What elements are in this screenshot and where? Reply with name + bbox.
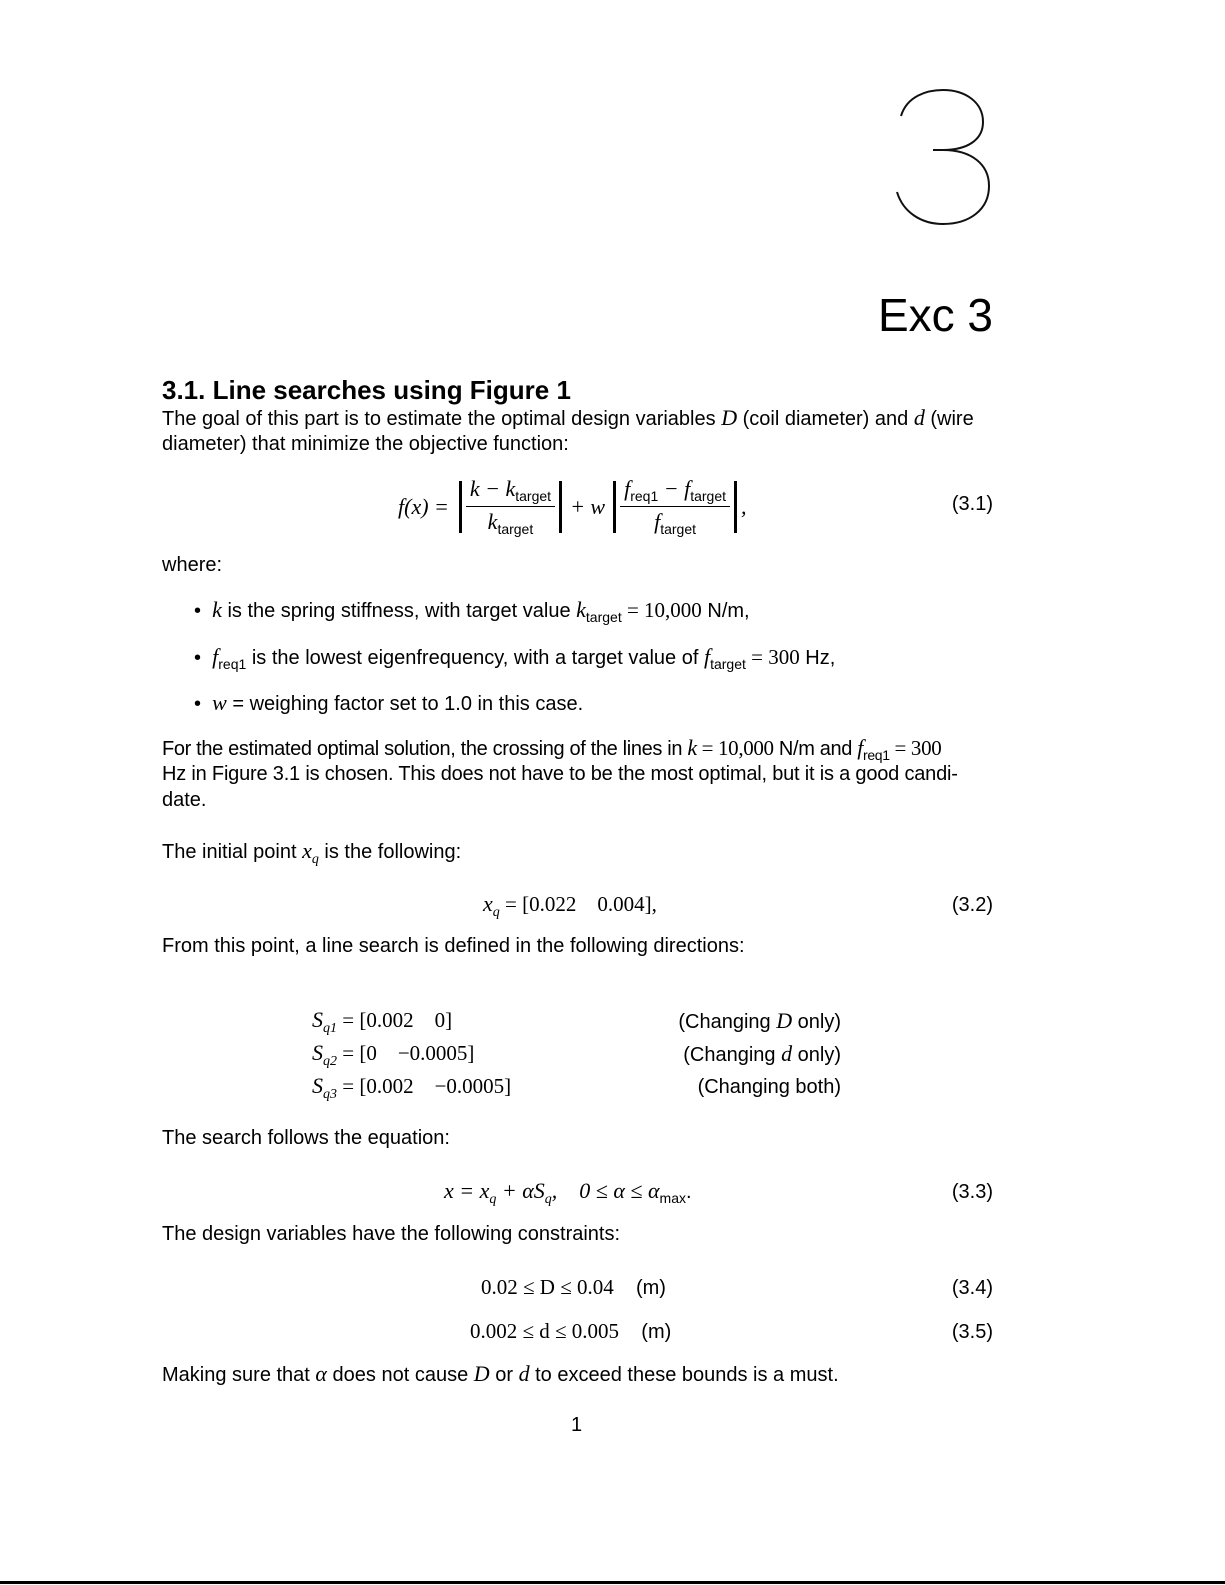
bottom-border [0,1581,1225,1584]
direction-note-2: (Changing d only) [683,1041,841,1066]
chapter-number [893,88,993,228]
bullet-icon: • [194,600,213,622]
closing-sentence: Making sure that α does not cause D or d to exceed these bounds is a must. [162,1361,839,1386]
abs-bar [559,481,562,533]
chapter-number-glyph [893,88,993,228]
chapter-title: Exc 3 [877,289,993,341]
bullet-item-3: • w = weighing factor set to 1.0 in this case. [194,690,584,715]
search-intro: The search follows the equation: [162,1127,450,1149]
equation-number-3-4: (3.4) [951,1277,993,1299]
fraction-f: $\frac{f_{req1} - f_{target}}{f_{target}}$ [620,476,730,537]
abs-bar [459,481,462,533]
equation-3-1: f(x) = $\frac{k - k_{target}}{k_{target}}$ + w $\frac{f_{req1} - f_{target}}{f_{target}}$ , [398,476,747,537]
para2-line-3: date. [162,789,207,811]
equation-number-3-5: (3.5) [951,1321,993,1343]
abs-bar [734,481,737,533]
direction-note-1: (Changing D only) [678,1008,841,1033]
equation-number-3-3: (3.3) [951,1181,993,1203]
bullet-icon: • [194,693,213,715]
constraints-intro: The design variables have the following constraints: [162,1223,621,1245]
equation-number-3-2: (3.2) [951,894,993,916]
equation-3-4: 0.02 ≤ D ≤ 0.04 (m) [481,1275,666,1299]
intro-line-2: diameter) that minimize the objective function: [162,433,569,455]
equation-3-3: $x = x_q + \alpha S_q$, $0 \le \alpha \le \alpha_{max}$. [444,1178,692,1207]
fraction-k: $\frac{k - k_{target}}{k_{target}}$ [466,476,555,537]
bullet-item-1: • k is the spring stiffness, with target value $k_{target} = 10,000$ N/m, [194,597,750,625]
abs-bar [613,481,616,533]
intro-line-1: The goal of this part is to estimate the optimal design variables D (coil diameter) and d (wire [162,405,974,430]
para2-line-1: For the estimated optimal solution, the crossing of the lines in k = 10,000 N/m and $f_{req1} = 300$ [162,735,942,763]
direction-sq1: $S_{q1} = [0.002$ 0] [312,1007,453,1036]
bullet-item-2: • $f_{req1}$ is the lowest eigenfrequency, with a target value of $f_{target} = 300$ Hz, [194,644,836,672]
page-number: 1 [571,1414,583,1436]
direction-note-3: (Changing both) [697,1076,841,1098]
where-label: where: [162,554,223,576]
bullet-icon: • [194,647,213,669]
direction-sq3: $S_{q3} = [0.002$ −0.0005] [312,1073,512,1102]
section-heading: 3.1. Line searches using Figure 1 [162,375,571,405]
para2-line-2: Hz in Figure 3.1 is chosen. This does not have to be the most optimal, but it is a good candi- [162,763,958,785]
equation-3-2: $x_q = [0.022$ 0.004], [483,891,657,920]
directions-intro: From this point, a line search is defined in the following directions: [162,935,745,957]
initial-point-text: The initial point $x_q$ is the following: [162,838,462,867]
direction-sq2: $S_{q2} = [0$ −0.0005] [312,1040,475,1069]
equation-3-5: 0.002 ≤ d ≤ 0.005 (m) [470,1319,672,1343]
equation-number-3-1: (3.1) [951,493,993,515]
